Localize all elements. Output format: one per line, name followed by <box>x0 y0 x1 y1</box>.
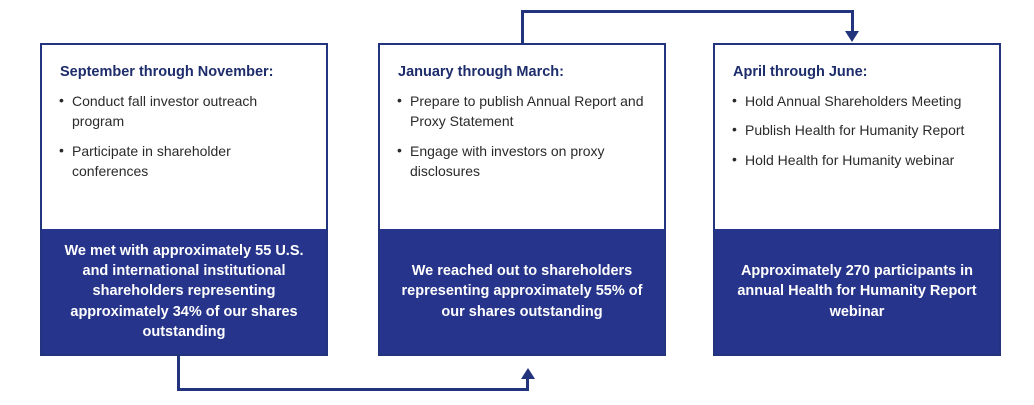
card-outcome-banner: Approximately 270 participants in annual Health for Humanity Report webinar <box>715 229 999 354</box>
card-bullet-list <box>731 91 983 170</box>
list-item: • Engage with investors on proxy disclosures <box>396 141 648 182</box>
card-title: January through March: <box>398 64 564 80</box>
list-item: • Publish Health for Humanity Report <box>731 120 983 140</box>
bottom-connector-vertical-right <box>526 379 529 391</box>
process-card-april-june <box>713 43 1001 356</box>
top-connector-vertical-left <box>521 10 524 44</box>
card-bullet-list <box>396 91 648 181</box>
card-body <box>42 45 326 229</box>
bottom-connector-horizontal <box>177 388 529 391</box>
process-card-january-march <box>378 43 666 356</box>
card-outcome-banner: We reached out to shareholders representing approximately 55% of our shares outstanding <box>380 229 664 354</box>
list-item: • Participate in shareholder conferences <box>58 141 310 182</box>
card-body <box>380 45 664 229</box>
bottom-connector-arrowhead-icon <box>521 368 535 379</box>
card-title: September through November: <box>60 64 274 80</box>
list-item: • Hold Annual Shareholders Meeting <box>731 91 983 111</box>
card-bullet-list <box>58 91 310 181</box>
top-connector-horizontal <box>521 10 853 13</box>
top-connector-vertical-right <box>851 10 854 32</box>
list-item: • Conduct fall investor outreach program <box>58 91 310 132</box>
card-outcome-banner: We met with approximately 55 U.S. and international institutional shareholders representing approximately 34% of our shares outstanding <box>42 229 326 354</box>
process-card-september-november <box>40 43 328 356</box>
list-item: • Prepare to publish Annual Report and Proxy Statement <box>396 91 648 132</box>
list-item: • Hold Health for Humanity webinar <box>731 150 983 170</box>
top-connector-arrowhead-icon <box>845 31 859 42</box>
card-title: April through June: <box>733 64 868 80</box>
card-body <box>715 45 999 229</box>
bottom-connector-vertical-left <box>177 356 180 391</box>
